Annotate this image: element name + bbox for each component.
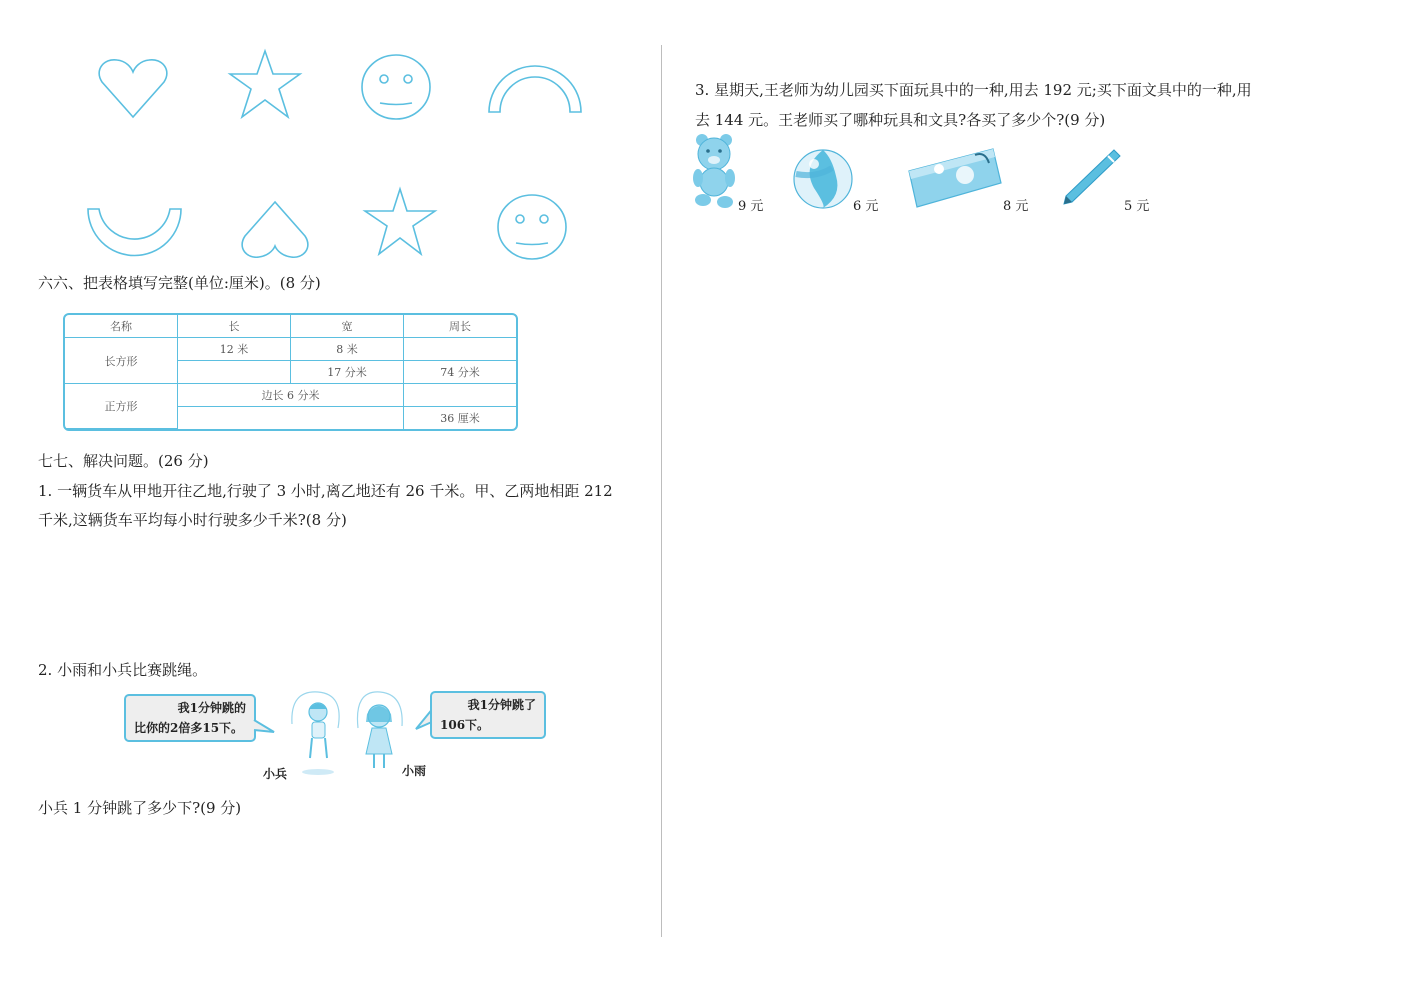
question-2-question: 小兵 1 分钟跳了多少下?(9 分) bbox=[38, 799, 242, 817]
section-6-title: 六六、把表格填写完整(单位:厘米)。(8 分) bbox=[38, 274, 321, 292]
cell-perimeter: 36 厘米 bbox=[440, 412, 480, 425]
fill-table bbox=[63, 313, 518, 431]
kid-label-xiaobing: 小兵 bbox=[263, 767, 288, 781]
bubble-left-line-1: 我1分钟跳的 bbox=[177, 701, 246, 715]
price-ball: 6 元 bbox=[853, 199, 879, 214]
price-pen: 5 元 bbox=[1124, 199, 1150, 214]
bubble-right-line-2: 106下。 bbox=[440, 718, 490, 732]
kids-jumping-rope-illustration bbox=[280, 688, 410, 780]
table-row bbox=[65, 338, 516, 361]
price-teddy-bear: 9 元 bbox=[738, 199, 764, 214]
cell-side-blank[interactable] bbox=[178, 407, 404, 429]
speech-bubble-right bbox=[430, 691, 546, 739]
smiley-face-icon bbox=[362, 55, 430, 119]
cell-length: 12 米 bbox=[178, 338, 291, 361]
bubble-right-line-1: 我1分钟跳了 bbox=[467, 698, 536, 712]
star-icon bbox=[230, 51, 300, 117]
cell-perimeter-blank[interactable] bbox=[404, 384, 516, 407]
cell-perimeter-blank[interactable] bbox=[404, 338, 516, 361]
question-1-line-1: 1. 一辆货车从甲地开往乙地,行驶了 3 小时,离乙地还有 26 千米。甲、乙两地相距 212 bbox=[38, 482, 613, 500]
row-name-rectangle: 长方形 bbox=[65, 338, 178, 384]
cell-width: 8 米 bbox=[291, 338, 404, 361]
heart-outline-icon bbox=[242, 202, 308, 257]
cell-length-blank[interactable] bbox=[178, 361, 291, 384]
cell-perimeter: 74 分米 bbox=[404, 361, 516, 384]
question-3-line-2: 去 144 元。王老师买了哪种玩具和文具?各买了多少个?(9 分) bbox=[695, 111, 1106, 129]
header-width: 宽 bbox=[291, 315, 404, 338]
header-perimeter: 周长 bbox=[404, 315, 516, 338]
pen-icon bbox=[1058, 146, 1124, 210]
cell-width: 17 分米 bbox=[291, 361, 404, 384]
ball-icon bbox=[792, 148, 854, 210]
question-1-line-2: 千米,这辆货车平均每小时行驶多少千米?(8 分) bbox=[38, 511, 347, 529]
bubble-left-tail bbox=[252, 718, 278, 734]
smiley-face-icon bbox=[498, 195, 566, 259]
column-divider bbox=[661, 45, 662, 937]
table-header-row bbox=[65, 315, 516, 338]
header-name: 名称 bbox=[65, 315, 178, 338]
header-length: 长 bbox=[178, 315, 291, 338]
heart-icon bbox=[99, 60, 167, 117]
teddy-bear-icon bbox=[690, 130, 740, 210]
star-outline-icon bbox=[365, 189, 435, 254]
table-row bbox=[65, 384, 516, 407]
smile-arc-icon bbox=[88, 209, 181, 256]
section-7-title: 七七、解决问题。(26 分) bbox=[38, 452, 209, 470]
bubble-left-line-2: 比你的2倍多15下。 bbox=[134, 721, 244, 735]
question-3-line-1: 3. 星期天,王老师为幼儿园买下面玩具中的一种,用去 192 元;买下面文具中的一种,用 bbox=[695, 81, 1252, 99]
girl-jumping-icon bbox=[357, 692, 402, 768]
row-name-square: 正方形 bbox=[65, 384, 178, 429]
question-2-title: 2. 小雨和小兵比赛跳绳。 bbox=[38, 661, 208, 679]
shapes-area bbox=[0, 0, 661, 270]
price-pencil-case: 8 元 bbox=[1003, 199, 1029, 214]
kid-label-xiaoyu: 小雨 bbox=[402, 764, 427, 778]
arch-icon bbox=[489, 66, 581, 112]
boy-jumping-icon bbox=[292, 692, 339, 775]
cell-side: 边长 6 分米 bbox=[178, 384, 404, 407]
speech-bubble-left bbox=[124, 694, 256, 742]
pencil-case-icon bbox=[905, 145, 1005, 213]
